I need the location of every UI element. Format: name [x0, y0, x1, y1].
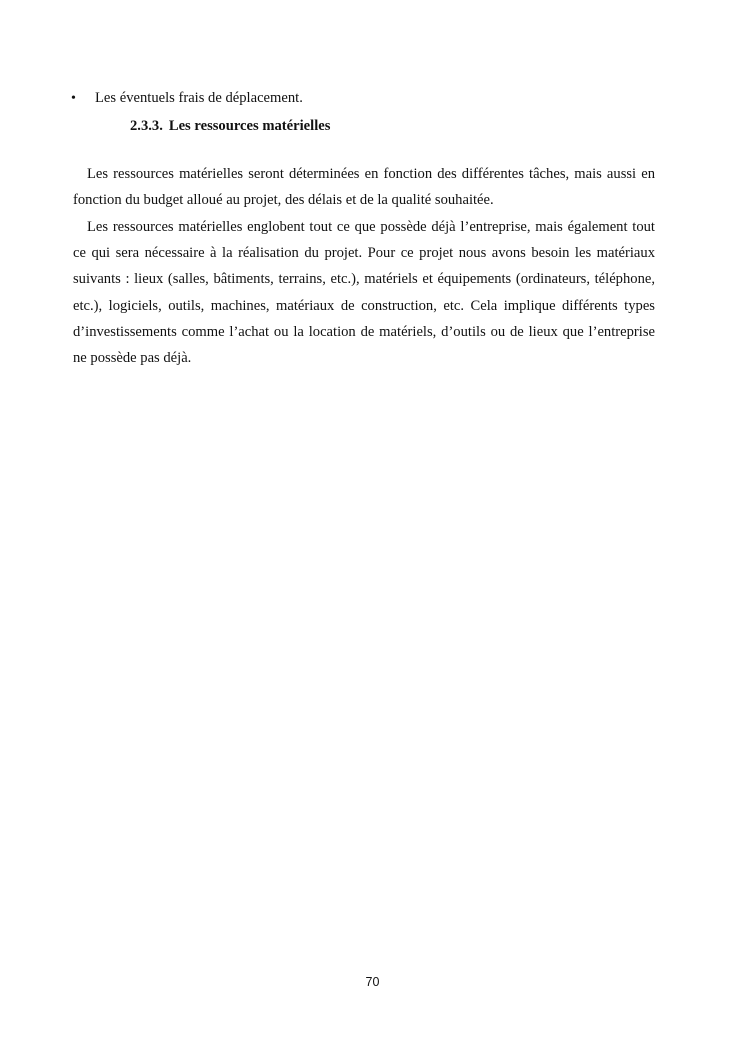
bullet-text: Les éventuels frais de déplacement.	[95, 90, 303, 106]
page-number: 70	[365, 975, 380, 989]
section-number: 2.3.3.	[130, 118, 163, 134]
body-paragraph	[73, 214, 655, 371]
paragraph-text: Les ressources matérielles englobent tout ce que possède déjà l’entreprise, mais également tout ce qui sera nécessaire à la réalisation du projet. Pour ce projet nous avons besoin les matériaux suivants : lieux (salles, bâtiments, terrains, etc.), matériels et équipements (ordinateurs, téléphone, etc.), logiciels, outils, machines, matériaux de construction, etc. Cela implique différents types d’investissements comme l’achat ou la location de matériels, d’outils ou de lieux que l’entreprise ne possède pas déjà.	[73, 219, 655, 367]
section-title: Les ressources matérielles	[168, 118, 331, 134]
body-paragraph	[73, 161, 655, 213]
paragraph-text: Les ressources matérielles seront déterminées en fonction des différentes tâches, mais aussi en fonction du budget alloué au projet, des délais et de la qualité souhaitée.	[73, 166, 655, 209]
bullet-list-item	[71, 88, 671, 109]
section-heading	[130, 116, 330, 136]
bullet-icon: •	[71, 91, 76, 106]
